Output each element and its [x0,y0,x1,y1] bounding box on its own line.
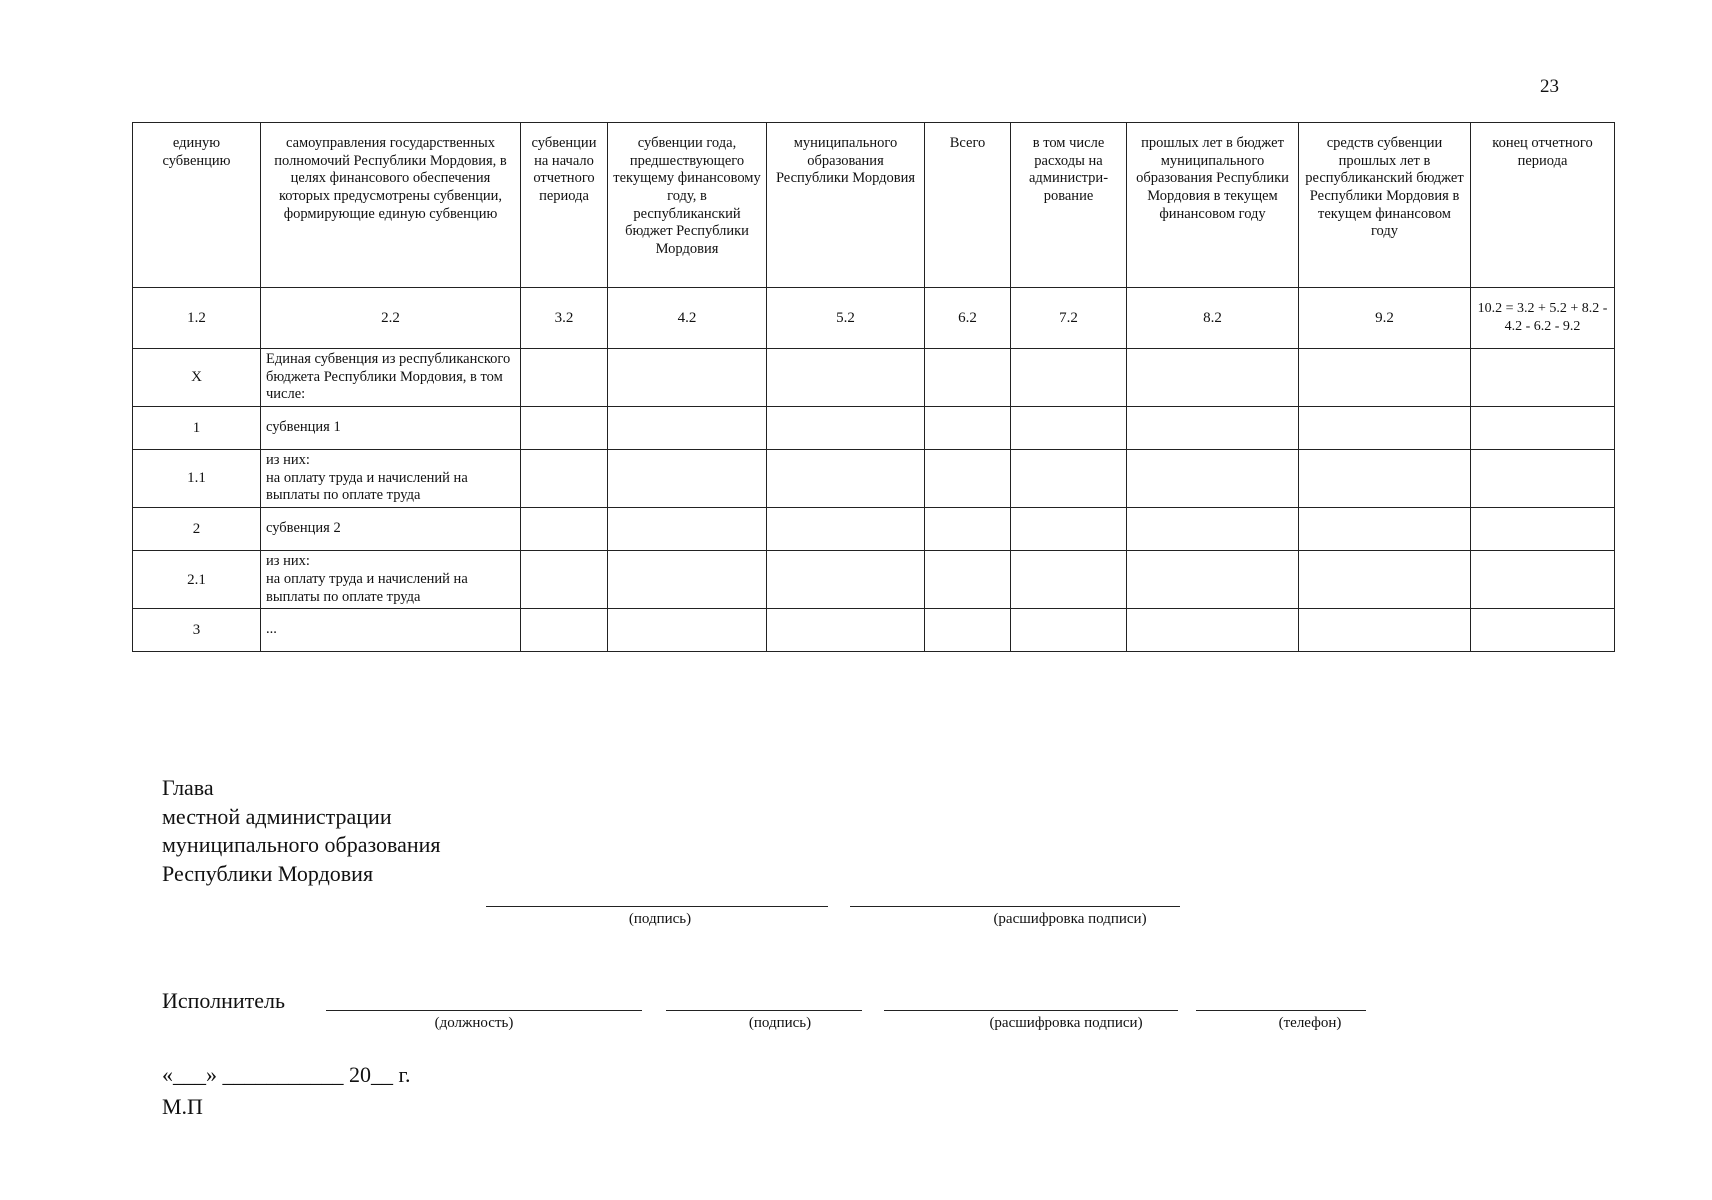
column-number: 7.2 [1011,288,1127,349]
empty-cell[interactable] [521,450,608,508]
table-row [133,407,1615,450]
empty-cell[interactable] [1011,551,1127,609]
empty-cell[interactable] [608,551,767,609]
column-number: 4.2 [608,288,767,349]
header-cell: единую субвенцию [133,123,261,288]
empty-cell[interactable] [767,508,925,551]
empty-cell[interactable] [608,349,767,407]
empty-cell[interactable] [1471,407,1615,450]
empty-cell[interactable] [767,450,925,508]
executor-phone-line[interactable] [1196,1010,1366,1011]
table-row [133,551,1615,609]
head-title-line: Глава [162,775,214,800]
empty-cell[interactable] [1127,349,1299,407]
executor-signature-decode-line[interactable] [884,1010,1178,1011]
page-number: 23 [1540,76,1559,97]
empty-cell[interactable] [521,508,608,551]
row-code: 1 [133,407,261,450]
row-code: 2 [133,508,261,551]
header-cell: прошлых лет в бюджет муниципального образования Республики Мордовия в текущем финансовом году [1127,123,1299,288]
executor-signature-line[interactable] [666,1010,862,1011]
row-name: субвенция 1 [261,407,521,450]
subvention-report-table [132,122,1615,652]
empty-cell[interactable] [767,407,925,450]
empty-cell[interactable] [1127,551,1299,609]
header-cell: средств субвенции прошлых лет в республиканский бюджет Республики Мордовия в текущем финансовом году [1299,123,1471,288]
empty-cell[interactable] [1471,450,1615,508]
empty-cell[interactable] [1127,407,1299,450]
row-code: 3 [133,609,261,652]
empty-cell[interactable] [1299,609,1471,652]
empty-cell[interactable] [1299,349,1471,407]
stamp-place-mark: М.П [162,1094,203,1119]
executor-position-caption: (должность) [434,1015,514,1031]
empty-cell[interactable] [925,551,1011,609]
empty-cell[interactable] [1011,349,1127,407]
empty-cell[interactable] [1011,450,1127,508]
empty-cell[interactable] [925,407,1011,450]
column-number-row [133,288,1615,349]
table-header-row [133,123,1615,288]
row-name: из них: на оплату труда и начислений на выплаты по оплате труда [261,450,521,508]
row-name: Единая субвенция из республиканского бюджета Республики Мордовия, в том числе: [261,349,521,407]
head-title-line: местной администрации [162,803,392,829]
column-number: 9.2 [1299,288,1471,349]
column-number-formula: 10.2 = 3.2 + 5.2 + 8.2 - 4.2 - 6.2 - 9.2 [1471,288,1615,349]
empty-cell[interactable] [1299,551,1471,609]
empty-cell[interactable] [521,349,608,407]
column-number: 1.2 [133,288,261,349]
row-code: 2.1 [133,551,261,609]
empty-cell[interactable] [608,450,767,508]
empty-cell[interactable] [521,609,608,652]
empty-cell[interactable] [767,609,925,652]
head-title-line: муниципального образования [162,832,441,858]
empty-cell[interactable] [608,407,767,450]
head-title-line: Республики Мордовия [162,860,374,886]
empty-cell[interactable] [925,349,1011,407]
row-code: 1.1 [133,450,261,508]
empty-cell[interactable] [1127,450,1299,508]
empty-cell[interactable] [1471,609,1615,652]
head-signature-line[interactable] [486,906,828,907]
table-row [133,349,1615,407]
row-name: ... [261,609,521,652]
executor-phone-caption: (телефон) [1278,1015,1342,1031]
date-field[interactable]: «___» ___________ 20__ г. [162,1062,411,1087]
empty-cell[interactable] [1471,551,1615,609]
header-cell: муниципального образования Республики Мордовия [767,123,925,288]
column-number: 2.2 [261,288,521,349]
executor-position-line[interactable] [326,1010,642,1011]
empty-cell[interactable] [1299,407,1471,450]
empty-cell[interactable] [925,508,1011,551]
head-of-administration-title [162,774,441,888]
empty-cell[interactable] [1299,450,1471,508]
empty-cell[interactable] [1127,609,1299,652]
empty-cell[interactable] [1471,349,1615,407]
table-row [133,508,1615,551]
header-cell: в том числе расходы на администри-рование [1011,123,1127,288]
empty-cell[interactable] [925,450,1011,508]
header-cell: субвенции года, предшествующего текущему финансовому году, в республиканский бюджет Республики Мордовия [608,123,767,288]
row-name: субвенция 2 [261,508,521,551]
executor-signature-caption: (подпись) [748,1015,812,1031]
header-cell: субвенции на начало отчетного периода [521,123,608,288]
column-number: 5.2 [767,288,925,349]
executor-signature-decode-caption: (расшифровка подписи) [989,1015,1143,1031]
empty-cell[interactable] [608,508,767,551]
header-cell: конец отчетного периода [1471,123,1615,288]
executor-label: Исполнитель [162,988,286,1013]
row-name: из них: на оплату труда и начислений на выплаты по оплате труда [261,551,521,609]
column-number: 3.2 [521,288,608,349]
empty-cell[interactable] [1011,609,1127,652]
empty-cell[interactable] [767,551,925,609]
empty-cell[interactable] [925,609,1011,652]
header-cell: самоуправления государственных полномочий Республики Мордовия, в целях финансового обеспечения которых предусмотрены субвенции, формирующие единую субвенцию [261,123,521,288]
empty-cell[interactable] [1471,508,1615,551]
head-signature-decode-caption: (расшифровка подписи) [993,911,1147,927]
column-number: 8.2 [1127,288,1299,349]
empty-cell[interactable] [608,609,767,652]
empty-cell[interactable] [1127,508,1299,551]
table-row [133,450,1615,508]
empty-cell[interactable] [1011,407,1127,450]
head-signature-caption: (подпись) [628,911,692,927]
header-cell: Всего [925,123,1011,288]
head-signature-decode-line[interactable] [850,906,1180,907]
empty-cell[interactable] [767,349,925,407]
column-number: 6.2 [925,288,1011,349]
row-code: Х [133,349,261,407]
empty-cell[interactable] [521,407,608,450]
table-row [133,609,1615,652]
empty-cell[interactable] [1011,508,1127,551]
empty-cell[interactable] [521,551,608,609]
empty-cell[interactable] [1299,508,1471,551]
